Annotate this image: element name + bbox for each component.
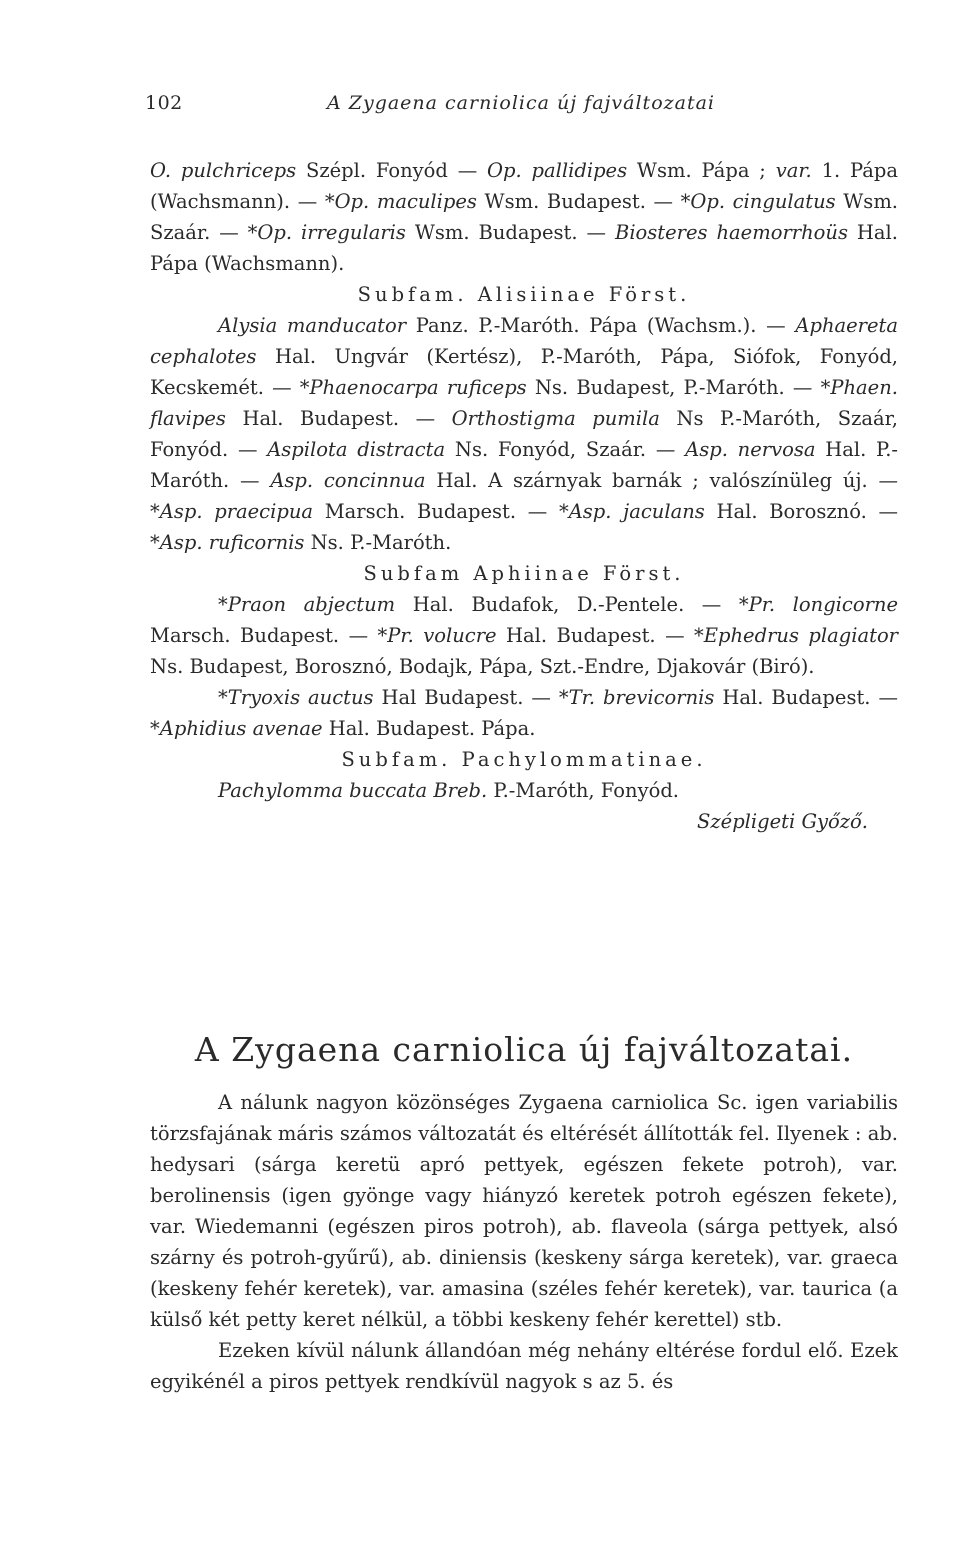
article-body: [150, 1087, 898, 1397]
italic-run: Orthostigma pumila: [451, 407, 660, 430]
paragraph: [150, 1087, 898, 1335]
italic-run: var.: [775, 159, 812, 182]
species-list-section: [150, 155, 898, 837]
italic-run: ab. hedysari: [150, 1122, 898, 1176]
italic-run: *Op. cingulatus: [680, 190, 836, 213]
text-run: (a külső két petty keret nélkül, a többi keskeny fehér kerettel) stb.: [150, 1277, 898, 1331]
text-run: (egészen piros potroh),: [318, 1215, 572, 1238]
running-title: A Zygaena carniolica új fajváltozatai: [327, 92, 716, 114]
subfamily-heading: Subfam Aphiinae Först.: [363, 562, 685, 585]
text-run: Panz. P.-Maróth. Pápa (Wachsm.). —: [406, 314, 796, 337]
text-run: (igen gyönge vagy hiányzó keretek potroh egészen fekete),: [270, 1184, 898, 1207]
paragraph: [150, 155, 898, 279]
text-run: Hal. Budafok, D.-Pentele. —: [395, 593, 739, 616]
text-run: Marsch. Budapest. —: [150, 624, 378, 647]
italic-run: graeca: [830, 1246, 898, 1269]
italic-run: var. amasina: [399, 1277, 525, 1300]
italic-run: Asp. nervosa: [685, 438, 816, 461]
italic-run: *Op. irregularis: [247, 221, 406, 244]
paragraph: [150, 1335, 898, 1397]
text-run: (sárga keretü apró pettyek, egészen fekete potroh),: [234, 1153, 862, 1176]
text-run: Wsm. Budapest. —: [476, 190, 681, 213]
text-run: Hal Budapest. —: [373, 686, 559, 709]
subfamily-heading: Subfam. Alisiinae Först.: [357, 283, 691, 306]
text-run: Wsm. Szaár. —: [150, 190, 899, 244]
text-run: Wsm. Budapest. —: [405, 221, 615, 244]
paragraph: [150, 589, 898, 682]
text-run: Marsch. Budapest. —: [313, 500, 559, 523]
paragraph: [150, 775, 898, 806]
italic-run: *Tryoxis auctus: [218, 686, 374, 709]
page-header: [145, 92, 900, 122]
italic-run: Op. pallidipes: [487, 159, 628, 182]
text-run: P.-Maróth, Fonyód.: [487, 779, 680, 802]
author-signature: Szépligeti Győző.: [697, 810, 868, 833]
text-run: Wsm. Pápa ;: [627, 159, 776, 182]
italic-run: var. taurica: [759, 1277, 873, 1300]
page-number: 102: [145, 92, 183, 114]
italic-run: *Tr. brevicornis: [558, 686, 715, 709]
paragraph: [150, 310, 898, 558]
italic-run: *Phaenocarpa ruficeps: [299, 376, 527, 399]
italic-run: O. pulchriceps: [150, 159, 297, 182]
italic-run: Biosteres haemorrhoüs: [614, 221, 848, 244]
text-run: Hal. Budapest. —: [225, 407, 452, 430]
text-run: Hal. Budapest. —: [496, 624, 695, 647]
text-run: A nálunk nagyon közönséges: [218, 1091, 519, 1114]
italic-run: *Praon abjectum: [218, 593, 396, 616]
text-run: Hal. A szárnyak barnák ; valószínüleg új. —: [425, 469, 898, 492]
text-run: Hal. P.-Maróth. —: [150, 438, 898, 492]
italic-run: *Asp. praecipua: [150, 500, 314, 523]
italic-run: *Asp. ruficornis: [150, 531, 305, 554]
text-run: (széles fehér keretek),: [524, 1277, 760, 1300]
article-title: A Zygaena carniolica új fajváltozatai.: [194, 1030, 854, 1069]
text-run: igen variabilis törzsfajának máris számos változatát és eltérését állították fel. Ilyenek :: [150, 1091, 898, 1145]
italic-run: Aphaereta cephalotes: [150, 314, 898, 368]
text-run: Hal. Budapest. Pápa.: [322, 717, 536, 740]
text-run: Ezeken kívül nálunk állandóan még nehány eltérése fordul elő. Ezek egyikénél a piros pettyek rendkívül nagyok s az 5. és: [150, 1339, 898, 1393]
italic-run: *Aphidius avenae: [150, 717, 323, 740]
italic-run: *Pr. volucre: [377, 624, 497, 647]
italic-run: *Ephedrus plagiator: [694, 624, 899, 647]
italic-run: Zygaena carniolica Sc.: [518, 1091, 748, 1114]
text-run: Ns. Fonyód, Szaár. —: [445, 438, 686, 461]
italic-run: Pachylomma buccata Breb.: [218, 779, 488, 802]
text-run: (sárga pettyek, alsó szárny és potroh-gyűrű),: [150, 1215, 898, 1269]
text-run: Ns. Budapest, Borosznó, Bodajk, Pápa, Szt.-Endre, Djakovár (Biró).: [150, 655, 815, 678]
text-run: 1. Pápa (Wachsmann). —: [150, 159, 898, 213]
text-run: Hal. Pápa (Wachsmann).: [150, 221, 898, 275]
italic-run: Alysia manducator: [218, 314, 407, 337]
italic-run: ab. diniensis: [401, 1246, 527, 1269]
text-run: (keskeny fehér keretek),: [150, 1277, 400, 1300]
paragraph: [150, 682, 898, 744]
text-run: Ns. P.-Maróth.: [304, 531, 452, 554]
italic-run: *Op. maculipes: [324, 190, 477, 213]
italic-run: *Pr. longicorne: [738, 593, 898, 616]
italic-run: var. berolinensis: [150, 1153, 898, 1207]
text-run: Hal. Budapest. —: [714, 686, 898, 709]
subfamily-heading: Subfam. Pachylommatinae.: [341, 748, 707, 771]
text-run: Ns P.-Maróth, Szaár, Fonyód. —: [150, 407, 898, 461]
italic-run: *Asp. jaculans: [558, 500, 705, 523]
text-run: (keskeny sárga keretek), var.: [526, 1246, 831, 1269]
italic-run: Aspilota distracta: [267, 438, 446, 461]
text-run: Hal. Borosznó. —: [704, 500, 898, 523]
text-run: Hal. Ungvár (Kertész), P.-Maróth, Pápa, Siófok, Fonyód, Kecskemét. —: [150, 345, 898, 399]
text-run: Szépl. Fonyód —: [296, 159, 488, 182]
italic-run: Asp. concinnua: [270, 469, 426, 492]
italic-run: var. Wiedemanni: [150, 1215, 319, 1238]
italic-run: ab. flaveola: [571, 1215, 688, 1238]
text-run: Ns. Budapest, P.-Maróth. —: [526, 376, 821, 399]
italic-run: *Phaen. flavipes: [150, 376, 898, 430]
